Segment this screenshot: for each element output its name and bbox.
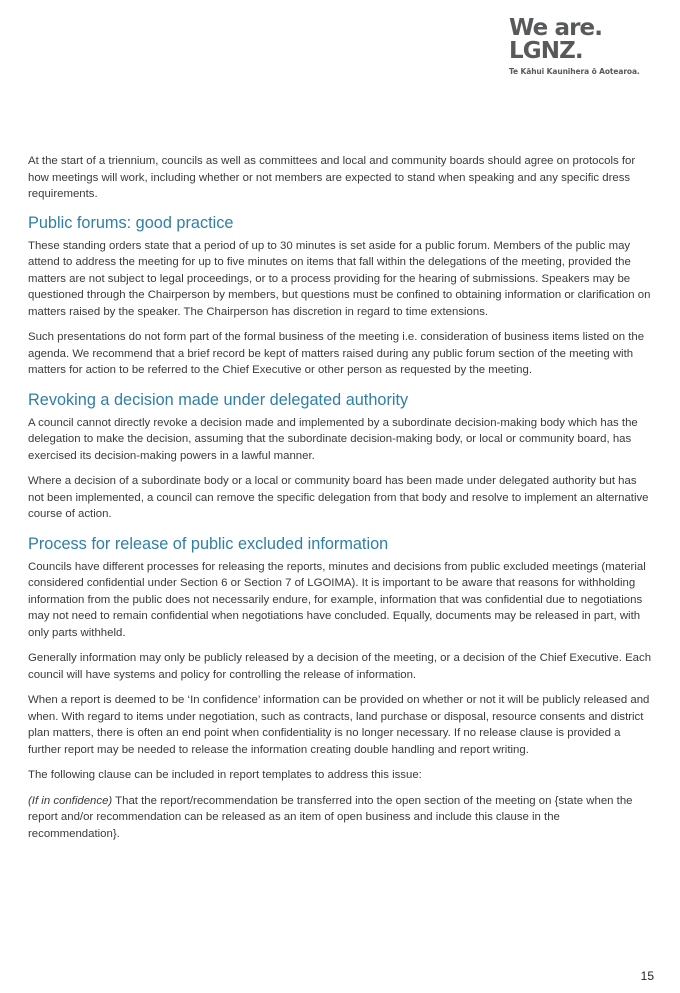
intro-paragraph: At the start of a triennium, councils as well as committees and local and community boards should agree on protocols for how meetings will work, including whether or not members are expected to stand when speaking and any specific dress requirements. xyxy=(28,155,636,200)
release-paragraph-3: When a report is deemed to be ‘In confidence’ information can be provided on whether or not it will be publicly released and when. With regard to items under negotiation, such as contracts, land purchase or disposal, resource consents and district plan matters, there is often an end point when confidentiality is no longer necessary. If no release clause is provided a further report may be needed to release the information creating double handling and report writing. xyxy=(28,694,650,756)
logo-tagline: Te Kāhui Kaunihera ō Aotearoa. xyxy=(509,67,640,76)
logo-line-2: LGNZ. xyxy=(509,38,583,64)
release-paragraph-1: Councils have different processes for releasing the reports, minutes and decisions from public excluded meetings (material considered confidential under Section 6 or Section 7 of LGOIMA). It is important to be aware that reasons for withholding information from the public does not necessarily endure, for example, information that was confidential due to negotiations may not need to remain confidential when negotiations have concluded. Equally, documents may be released in part, with only parts withheld. xyxy=(28,560,646,639)
confidence-qualifier: (If in confidence) xyxy=(28,794,113,807)
lgnz-logo xyxy=(509,17,669,77)
revoking-paragraph-2: Where a decision of a subordinate body or a local or community board has been made under delegated authority but has not been implemented, a council can remove the specific delegation from that body and resolve to implement an alternative course of action. xyxy=(28,475,649,520)
release-paragraph-4: The following clause can be included in report templates to address this issue: xyxy=(28,769,422,781)
page-number: 15 xyxy=(640,969,654,983)
public-forums-paragraph-1: These standing orders state that a period of up to 30 minutes is set aside for a public forum. Members of the public may attend to address the meeting for up to five minutes on items that fall within the delegations of the meeting, provided the matters are not subject to legal proceedings, or to a process providing for the hearing of submissions. Speakers may be questioned through the Chairperson by members, but questions must be confined to obtaining information or clarification on matters raised by the speaker. The Chairperson has discretion in regard to time extensions. xyxy=(28,239,651,318)
heading-revoking: Revoking a decision made under delegated authority xyxy=(28,390,409,409)
heading-release: Process for release of public excluded information xyxy=(28,534,389,553)
public-forums-paragraph-2: Such presentations do not form part of the formal business of the meeting i.e. consideration of business items listed on the agenda. We recommend that a brief record be kept of matters raised during any public forum section of the meeting with matters for action to be referred to the Chief Executive or other person as requested by the meeting. xyxy=(28,331,645,376)
revoking-paragraph-1: A council cannot directly revoke a decision made and implemented by a subordinate decision-making body which has the delegation to make the decision, assuming that the subordinate decision-making body, or local or community board, has exercised its decision-making powers in a lawful manner. xyxy=(28,416,638,462)
clause-text: That the report/recommendation be transferred into the open section of the meeting on {state when the report and/or recommendation can be released as an item of open business and include this clause in the recommendation}. xyxy=(28,794,633,840)
release-paragraph-2: Generally information may only be publicly released by a decision of the meeting, or a decision of the Chief Executive. Each council will have systems and policy for controlling the release of information. xyxy=(28,652,652,681)
heading-public-forums: Public forums: good practice xyxy=(28,213,234,232)
document-body xyxy=(28,153,652,851)
logo-line-1: We are. xyxy=(509,15,603,41)
release-paragraph-5 xyxy=(28,793,652,843)
